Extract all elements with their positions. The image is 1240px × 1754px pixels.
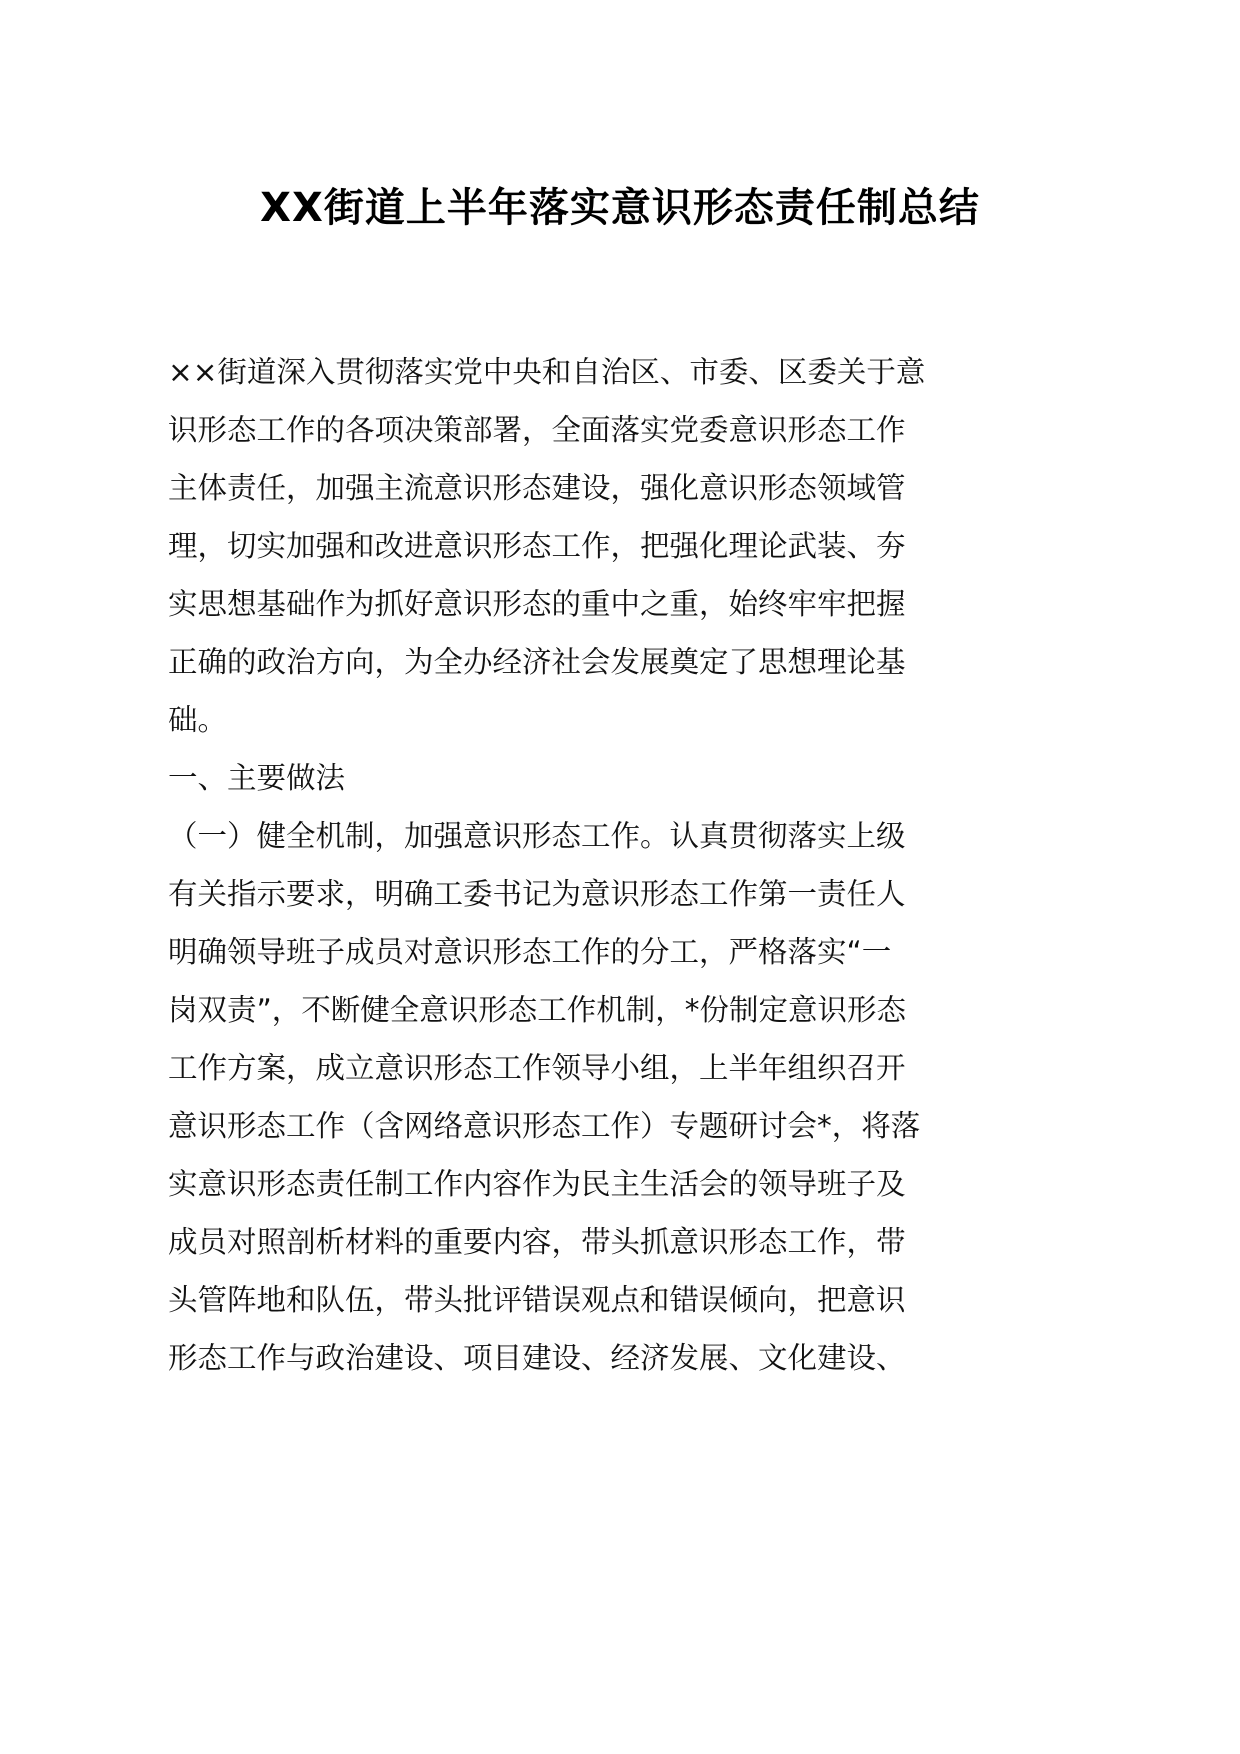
paragraph-line: 础。 (168, 703, 228, 737)
paragraph-line: ××街道深入贯彻落实党中央和自治区、市委、区委关于意 (168, 355, 926, 389)
paragraph-line: 成员对照剖析材料的重要内容，带头抓意识形态工作，带 (168, 1225, 906, 1259)
paragraph-line: 有关指示要求，明确工委书记为意识形态工作第一责任人 (168, 877, 906, 911)
paragraph-line: （一）健全机制，加强意识形态工作。认真贯彻落实上级 (168, 819, 906, 853)
paragraph-line: 正确的政治方向，为全办经济社会发展奠定了思想理论基 (168, 645, 906, 679)
paragraph-line: 实意识形态责任制工作内容作为民主生活会的领导班子及 (168, 1167, 906, 1201)
paragraph-line: 工作方案，成立意识形态工作领导小组，上半年组织召开 (168, 1051, 906, 1085)
paragraph-line: 理，切实加强和改进意识形态工作，把强化理论武装、夯 (168, 529, 906, 563)
paragraph-line: 意识形态工作（含网络意识形态工作）专题研讨会*，将落 (168, 1109, 921, 1143)
paragraph-line: 明确领导班子成员对意识形态工作的分工，严格落实“一 (168, 935, 892, 969)
section-heading: 一、主要做法 (168, 761, 346, 795)
paragraph-line: 识形态工作的各项决策部署，全面落实党委意识形态工作 (168, 413, 906, 447)
paragraph-line: 形态工作与政治建设、项目建设、经济发展、文化建设、 (168, 1341, 906, 1375)
paragraph-line: 岗双责”，不断健全意识形态工作机制，*份制定意识形态 (168, 993, 907, 1027)
paragraph-line: 主体责任，加强主流意识形态建设，强化意识形态领域管 (168, 471, 906, 505)
paragraph-line: 实思想基础作为抓好意识形态的重中之重，始终牢牢把握 (168, 587, 906, 621)
paragraph-line: 头管阵地和队伍，带头批评错误观点和错误倾向，把意识 (168, 1283, 906, 1317)
document-title: XX街道上半年落实意识形态责任制总结 (260, 185, 980, 231)
